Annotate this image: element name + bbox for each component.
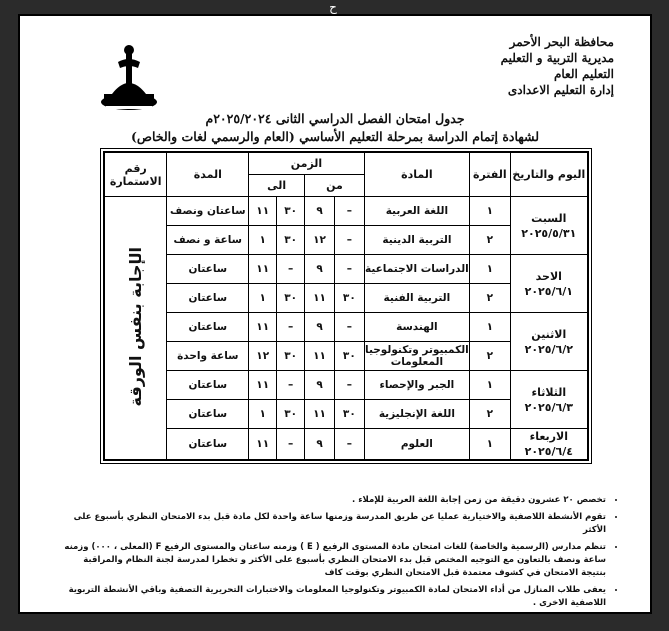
day-cell (510, 197, 587, 255)
to-minute-cell: ٣٠ (277, 226, 305, 255)
from-minute-cell: – (334, 313, 364, 342)
schedule-title: جدول امتحان الفصل الدراسي الثانى ٢٠٢٥/٢٠٢٤م (205, 111, 465, 126)
top-mark: ح (329, 0, 337, 14)
day-date: ٢٠٢٥/٦/٤ (524, 445, 573, 458)
to-hour-cell: ١٢ (249, 342, 277, 371)
table-row (105, 429, 588, 460)
day-name: الاثنين (531, 327, 567, 341)
to-minute-cell: ٣٠ (277, 284, 305, 313)
table-row (105, 371, 588, 400)
to-minute-cell: – (277, 429, 305, 460)
day-name: الاحد (535, 269, 562, 283)
subject-cell: اللغة العربية (364, 197, 469, 226)
header-duration: المدة (167, 153, 249, 197)
to-hour-cell: ١١ (249, 313, 277, 342)
period-cell: ١ (470, 371, 511, 400)
period-cell: ٢ (470, 226, 511, 255)
day-name: الاربعاء (529, 430, 568, 443)
from-hour-cell: ٩ (305, 371, 335, 400)
note-item: • تقوم الأنشطة اللاصفية والاختيارية عمليا عن طريق المدرسة وزمنها ساعة واحدة لكل مادة قبل بدء الامتحان النظري بأسبوع على الأكثر (60, 511, 606, 537)
header-form-number: رقم الاستمارة (105, 153, 167, 197)
directorate-label: مديرية التربية و التعليم (500, 51, 614, 65)
directorate-header (501, 34, 614, 98)
table-row (105, 197, 588, 226)
schedule-body (105, 197, 588, 460)
to-minute-cell: ٣٠ (277, 342, 305, 371)
note-item: • تخصص ٢٠ عشرون دقيقة من زمن إجابة اللغة العربية للإملاء . (60, 494, 606, 507)
from-minute-cell: – (334, 371, 364, 400)
administration-label: إدارة التعليم الاعدادى (507, 83, 614, 97)
to-minute-cell: – (277, 255, 305, 284)
governorate-label: محافظة البحر الأحمر (509, 35, 614, 49)
from-hour-cell: ٩ (305, 429, 335, 460)
to-minute-cell: – (277, 371, 305, 400)
from-hour-cell: ١١ (305, 342, 335, 371)
to-hour-cell: ١ (249, 226, 277, 255)
education-label: التعليم العام (553, 67, 614, 81)
subject-cell: الدراسات الاجتماعية (364, 255, 469, 284)
to-hour-cell: ١١ (249, 371, 277, 400)
duration-cell: ساعتان (167, 400, 249, 429)
from-hour-cell: ١٢ (305, 226, 335, 255)
from-minute-cell: – (334, 429, 364, 460)
subject-cell: التربية الفنية (364, 284, 469, 313)
document-page (18, 14, 652, 614)
header-time: الزمن (249, 153, 365, 175)
day-date: ٢٠٢٥/٦/٢ (524, 342, 573, 356)
header-subject: المادة (364, 153, 469, 197)
subject-cell: الجبر والإحصاء (364, 371, 469, 400)
to-hour-cell: ١١ (249, 429, 277, 460)
day-cell (510, 313, 587, 371)
to-minute-cell: ٣٠ (277, 400, 305, 429)
subject-cell: التربية الدينية (364, 226, 469, 255)
period-cell: ١ (470, 313, 511, 342)
day-cell (510, 255, 587, 313)
header-day: اليوم والتاريخ (510, 153, 587, 197)
period-cell: ٢ (470, 284, 511, 313)
period-cell: ١ (470, 197, 511, 226)
duration-cell: ساعتان (167, 313, 249, 342)
subject-cell: الهندسة (364, 313, 469, 342)
to-minute-cell: ٣٠ (277, 197, 305, 226)
notes-section (60, 494, 620, 614)
from-minute-cell: – (334, 255, 364, 284)
duration-cell: ساعتان (167, 429, 249, 460)
table-row (105, 255, 588, 284)
from-minute-cell: – (334, 226, 364, 255)
day-date: ٢٠٢٥/٦/٣ (524, 400, 573, 414)
day-date: ٢٠٢٥/٦/١ (524, 284, 573, 298)
header-period: الفترة (470, 153, 511, 197)
from-minute-cell: – (334, 197, 364, 226)
period-cell: ١ (470, 429, 511, 460)
answer-same-sheet-stamp (105, 197, 167, 460)
from-minute-cell: ٣٠ (334, 342, 364, 371)
subject-cell: اللغة الإنجليزية (364, 400, 469, 429)
note-item: • تنظم مدارس (الرسمية والخاصة) للغات امتحان مادة المستوى الرفيع ( E ) وزمنه ساعتان والمستوى الرفيع F (المعلى ، ٠٠٠) وزمنه ساعة ونصف بالتعاون مع التوجيه المختص قبل بدء الامتحان النظري بأسبوع على الأكثر و تخطرا لمدرسة لجنة النظام والمراقبة بنتيجة الامتحان في كشوف معتمدة قبل الامتحان النظري بوقت كاف (60, 541, 606, 580)
duration-cell: ساعتان (167, 284, 249, 313)
duration-cell: ساعتان ونصف (167, 197, 249, 226)
period-cell: ١ (470, 255, 511, 284)
note-item: • يعفى طلاب المنازل من أداء الامتحان لمادة الكمبيوتر وتكنولوجيا المعلومات والاختبارات التحريرية التصفية وباقي الأنشطة التربوية اللاصفية الاخرى . (60, 584, 606, 610)
ministry-logo-icon (98, 42, 160, 114)
to-minute-cell: – (277, 313, 305, 342)
day-cell (510, 429, 587, 460)
from-minute-cell: ٣٠ (334, 400, 364, 429)
period-cell: ٢ (470, 342, 511, 371)
duration-cell: ساعتان (167, 255, 249, 284)
stamp-text: الإجابة بنفس الورقة (126, 246, 146, 407)
schedule-subtitle: لشهادة إتمام الدراسة بمرحلة التعليم الأساسي (العام والرسمي لغات والخاص) (130, 129, 540, 144)
from-minute-cell: ٣٠ (334, 284, 364, 313)
from-hour-cell: ٩ (305, 255, 335, 284)
exam-schedule-table (104, 152, 588, 460)
day-name: السبت (531, 211, 567, 225)
header-to: الى (249, 175, 305, 197)
to-hour-cell: ١١ (249, 255, 277, 284)
duration-cell: ساعة و نصف (167, 226, 249, 255)
from-hour-cell: ٩ (305, 197, 335, 226)
duration-cell: ساعة واحدة (167, 342, 249, 371)
table-row (105, 313, 588, 342)
day-cell (510, 371, 587, 429)
header-from: من (305, 175, 365, 197)
from-hour-cell: ٩ (305, 313, 335, 342)
duration-cell: ساعتان (167, 371, 249, 400)
from-hour-cell: ١١ (305, 284, 335, 313)
subject-cell: العلوم (364, 429, 469, 460)
to-hour-cell: ١١ (249, 197, 277, 226)
to-hour-cell: ١ (249, 284, 277, 313)
from-hour-cell: ١١ (305, 400, 335, 429)
to-hour-cell: ١ (249, 400, 277, 429)
day-name: الثلاثاء (531, 385, 567, 399)
subject-cell: الكمبيوتر وتكنولوجيا المعلومات (364, 342, 469, 371)
period-cell: ٢ (470, 400, 511, 429)
day-date: ٢٠٢٥/٥/٣١ (521, 226, 577, 240)
